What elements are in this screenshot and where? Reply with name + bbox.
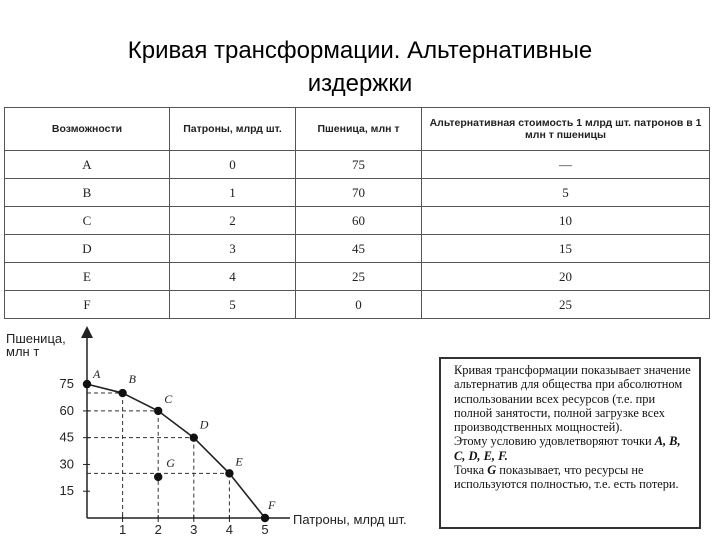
y-axis-label-line-1: Пшеница, (6, 331, 66, 346)
table-cell: 1 (170, 179, 296, 207)
page-title (0, 34, 720, 100)
table-cell: 45 (296, 235, 422, 263)
table-row (5, 151, 710, 179)
transformation-curve-chart (0, 322, 435, 540)
note-paragraph-1: Кривая трансформации показывает значение альтернатив для общества при абсолютном использовании всех ресурсов (т.е. при полной занятости, полной загрузке всех производственных мощностей). (454, 363, 691, 435)
note-paragraph-3 (454, 463, 693, 492)
y-tick-label: 45 (59, 429, 74, 445)
table-cell: 70 (296, 179, 422, 207)
point-label-A: A (93, 367, 101, 382)
y-tick-label: 15 (59, 483, 74, 499)
point-label-F: F (268, 498, 276, 512)
table-cell: — (422, 151, 710, 179)
table-cell: F (5, 291, 170, 319)
x-tick-label: 3 (190, 522, 198, 537)
y-tick-label: 60 (59, 402, 74, 418)
title-line-2: издержки (307, 70, 413, 97)
header-possibilities: Возможности (5, 108, 170, 151)
y-axis-label-line-2: млн т (6, 344, 40, 359)
point-C (154, 407, 162, 415)
note-paragraph-2 (454, 434, 693, 463)
table-row (5, 263, 710, 291)
table-row (5, 291, 710, 319)
table-cell: 60 (296, 207, 422, 235)
x-axis-label: Патроны, млрд шт. (293, 512, 407, 527)
table-cell: 0 (296, 291, 422, 319)
table-cell: 25 (422, 291, 710, 319)
table-row (5, 235, 710, 263)
table-row (5, 179, 710, 207)
title-line-1: Кривая трансформации. Альтернативные (127, 37, 593, 64)
header-alt-cost: Альтернативная стоимость 1 млрд шт. патронов в 1 млн т пшеницы (422, 108, 710, 151)
header-cartridges: Патроны, млрд шт. (170, 108, 296, 151)
alternatives-table-container (4, 107, 710, 315)
point-label-D: D (199, 417, 209, 432)
table-cell: A (5, 151, 170, 179)
table-cell: 10 (422, 207, 710, 235)
table-cell: 25 (296, 263, 422, 291)
table-cell: 0 (170, 151, 296, 179)
x-tick-label: 1 (118, 522, 127, 537)
y-tick-label: 75 (59, 376, 74, 392)
point-F (261, 514, 269, 522)
point-D (190, 433, 198, 441)
table-header-row (5, 108, 710, 151)
table-cell: 5 (422, 179, 710, 207)
table-cell: B (5, 179, 170, 207)
point-E (225, 469, 233, 477)
transformation-curve (87, 384, 265, 518)
note-p2-points: A, B, C, D, E, F. (454, 434, 681, 463)
note-p3-point: G (487, 463, 497, 478)
point-label-B: B (128, 372, 136, 387)
explanation-box (439, 357, 701, 529)
table-cell: D (5, 235, 170, 263)
alternatives-table (4, 107, 710, 319)
table-cell: 20 (422, 263, 710, 291)
point-B (118, 389, 126, 397)
table-cell: 75 (296, 151, 422, 179)
table-cell: C (5, 207, 170, 235)
table-row (5, 207, 710, 235)
table-cell: 2 (170, 207, 296, 235)
point-label-G: G (166, 455, 175, 470)
table-cell: 15 (422, 235, 710, 263)
x-tick-label: 2 (154, 522, 162, 537)
table-cell: 5 (170, 291, 296, 319)
y-tick-label: 30 (59, 456, 74, 472)
note-p3-suffix: показывает, что ресурсы не используются полностью, т.е. есть потери. (454, 463, 679, 492)
table-cell: 3 (170, 235, 296, 263)
point-A (83, 380, 91, 388)
header-wheat: Пшеница, млн т (296, 108, 422, 151)
note-p3-prefix: Точка (454, 463, 485, 478)
point-label-C: C (164, 391, 173, 406)
point-label-E: E (235, 454, 243, 469)
note-p2-prefix: Этому условию удовлетворяют точки (454, 434, 652, 449)
x-tick-label: 4 (225, 522, 234, 537)
point-G (154, 473, 162, 481)
x-tick-label: 5 (261, 522, 269, 537)
table-cell: E (5, 263, 170, 291)
table-cell: 4 (170, 263, 296, 291)
